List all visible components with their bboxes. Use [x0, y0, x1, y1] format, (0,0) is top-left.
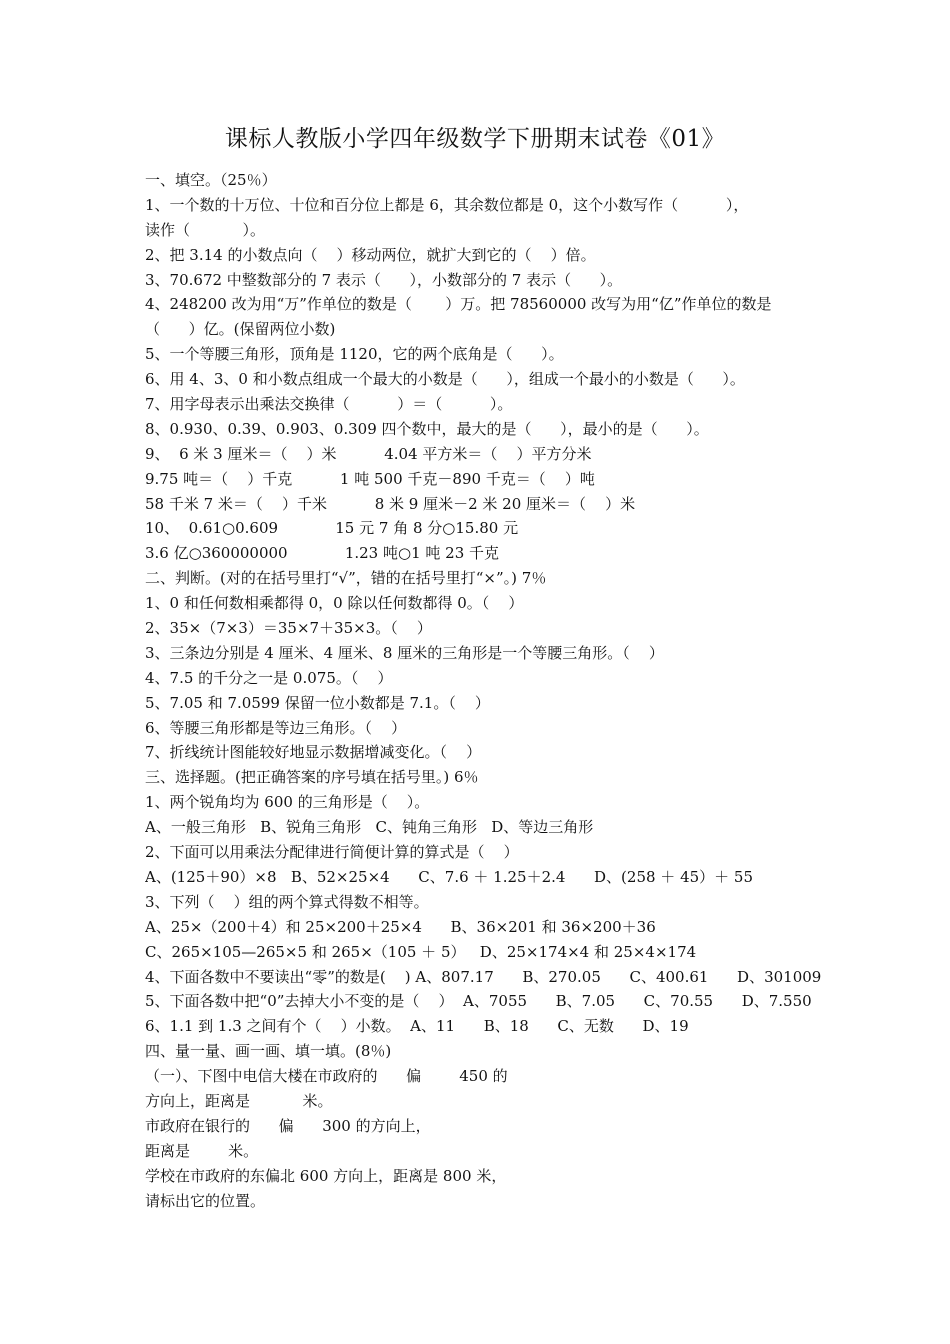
text-line: 3、下列（ ）组的两个算式得数不相等。: [145, 892, 429, 911]
text-line: 3、70.672 中整数部分的 7 表示（ ），小数部分的 7 表示（ ）。: [145, 270, 623, 289]
text-line: 2、下面可以用乘法分配律进行简便计算的算式是（ ）: [145, 843, 519, 862]
text-line: 7、用字母表示出乘法交换律（ ）＝（ ）。: [145, 395, 513, 414]
text-line: 6、1.1 到 1.3 之间有个（ ）小数。 A、11 B、18 C、无数 D、19: [145, 1017, 689, 1036]
text-line: 学校在市政府的东偏北 600 方向上，距离是 800 米，: [145, 1166, 507, 1185]
text-line: 1、一个数的十万位、十位和百分位上都是 6，其余数位都是 0，这个小数写作（ ），: [145, 195, 749, 214]
text-line: 9.75 吨＝（ ）千克 1 吨 500 千克－890 千克＝（ ）吨: [145, 469, 595, 488]
text-line: 58 千米 7 米＝（ ）千米 8 米 9 厘米－2 米 20 厘米＝（ ）米: [145, 494, 636, 513]
exam-body: [145, 168, 825, 1213]
text-line: 方向上，距离是 米。: [145, 1091, 333, 1110]
text-line: 读作（ ）。: [145, 220, 265, 239]
text-line: A、(125＋90）×8 B、52×25×4 C、7.6 ＋ 1.25＋2.4 D、(258 ＋ 45）＋ 55: [145, 867, 754, 886]
text-line: 6、等腰三角形都是等边三角形。（ ）: [145, 718, 407, 737]
text-line: 二、判断。(对的在括号里打“√”，错的在括号里打“×”。) 7％: [145, 569, 547, 588]
text-line: 3.6 亿○360000000 1.23 吨○1 吨 23 千克: [145, 544, 500, 563]
text-line: 市政府在银行的 偏 300 的方向上，: [145, 1116, 431, 1135]
text-line: 四、量一量、画一画、填一填。(8％): [145, 1042, 392, 1061]
text-line: 5、下面各数中把“0”去掉大小不变的是（ ） A、7055 B、7.05 C、70.55 D、7.550: [145, 992, 812, 1011]
text-line: 6、用 4、3、0 和小数点组成一个最大的小数是（ ），组成一个最小的小数是（ ）。: [145, 370, 745, 389]
text-line: 8、0.930、0.39、0.903、0.309 四个数中，最大的是（ ），最小的是（ ）。: [145, 419, 709, 438]
text-line: A、25×（200＋4）和 25×200＋25×4 B、36×201 和 36×200＋36: [145, 917, 656, 936]
text-line: 2、35×（7×3）＝35×7＋35×3。（ ）: [145, 619, 432, 638]
text-line: 一、填空。（25％）: [145, 171, 277, 189]
text-line: 4、下面各数中不要读出“零”的数是( ) A、807.17 B、270.05 C、400.61 D、301009: [145, 967, 822, 986]
text-line: 2、把 3.14 的小数点向（ ）移动两位，就扩大到它的（ ）倍。: [145, 245, 596, 264]
text-line: 10、 0.61○0.609 15 元 7 角 8 分○15.80 元: [145, 519, 519, 538]
page-title: 课标人教版小学四年级数学下册期末试卷《01》: [224, 126, 726, 152]
text-line: 三、选择题。(把正确答案的序号填在括号里。) 6％: [145, 768, 479, 787]
text-line: （ ）亿。(保留两位小数): [145, 320, 336, 339]
text-line: 请标出它的位置。: [145, 1191, 266, 1210]
text-line: C、265×105—265×5 和 265×（105 ＋ 5） D、25×174×4 和 25×4×174: [145, 942, 697, 961]
text-line: 4、248200 改为用“万”作单位的数是（ ）万。把 78560000 改写为用“亿”作单位的数是: [145, 295, 772, 314]
text-line: 1、两个锐角均为 600 的三角形是（ ）。: [145, 793, 430, 812]
text-line: 9、 6 米 3 厘米＝（ ）米 4.04 平方米＝（ ）平方分米: [145, 444, 592, 463]
text-line: （一）、下图中电信大楼在市政府的 偏 450 的: [145, 1067, 508, 1086]
text-line: 1、0 和任何数相乘都得 0，0 除以任何数都得 0。（ ）: [145, 594, 524, 613]
text-line: 4、7.5 的千分之一是 0.075。（ ）: [145, 668, 393, 687]
text-line: 7、折线统计图能较好地显示数据增减变化。（ ）: [145, 743, 482, 762]
text-line: A、一般三角形 B、锐角三角形 C、钝角三角形 D、等边三角形: [145, 818, 594, 837]
text-line: 3、三条边分别是 4 厘米、4 厘米、8 厘米的三角形是一个等腰三角形。（ ）: [145, 643, 664, 662]
text-line: 5、7.05 和 7.0599 保留一位小数都是 7.1。（ ）: [145, 693, 490, 712]
text-line: 距离是 米。: [145, 1141, 259, 1160]
text-line: 5、一个等腰三角形，顶角是 1120，它的两个底角是（ ）。: [145, 345, 564, 364]
